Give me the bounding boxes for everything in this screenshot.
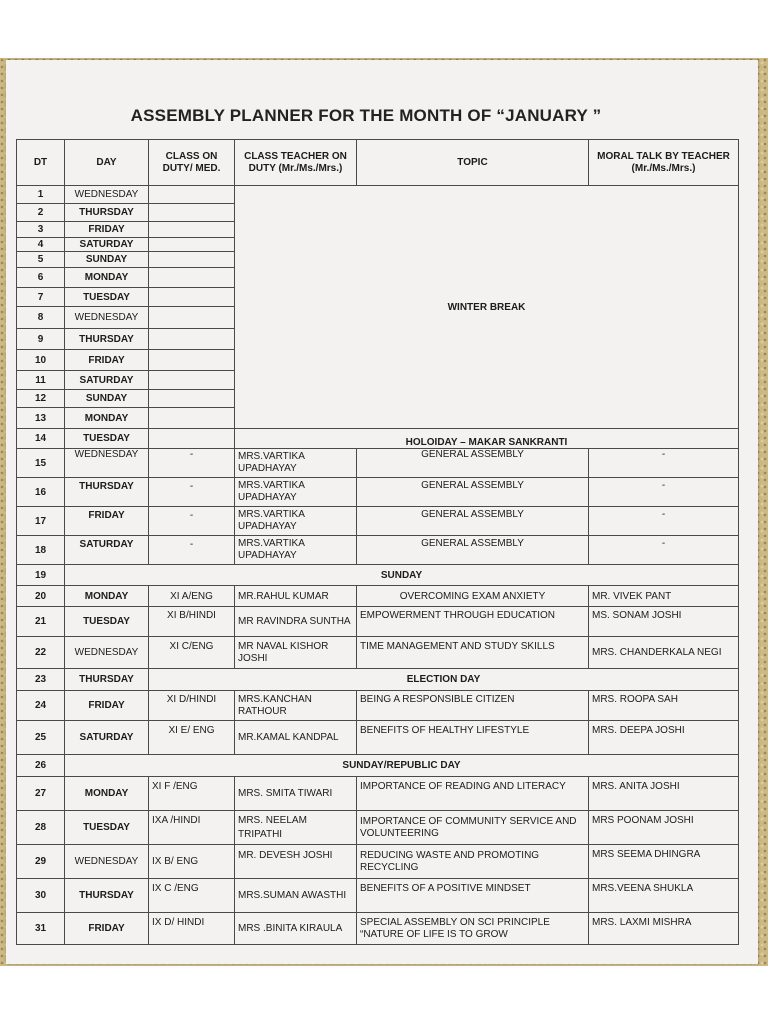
topic-cell: BENEFITS OF A POSITIVE MINDSET — [357, 879, 589, 913]
table-row — [17, 186, 739, 204]
class-cell: - — [149, 478, 235, 507]
day-cell: SATURDAY — [65, 238, 149, 252]
date-cell: 13 — [17, 408, 65, 429]
header-dt: DT — [17, 140, 65, 186]
class-cell: XI C/ENG — [149, 637, 235, 669]
table-row — [17, 478, 739, 507]
class-cell: XI E/ ENG — [149, 721, 235, 755]
header-row — [17, 140, 739, 186]
moral-talk-cell: - — [589, 478, 739, 507]
date-cell: 5 — [17, 252, 65, 268]
header-class-on-duty: CLASS ON DUTY/ MED. — [149, 140, 235, 186]
day-cell: MONDAY — [65, 586, 149, 607]
class-cell — [149, 204, 235, 222]
day-cell: THURSDAY — [65, 669, 149, 691]
moral-talk-cell: MS. SONAM JOSHI — [589, 607, 739, 637]
teacher-cell: MRS.VARTIKA UPADHAYAY — [235, 449, 357, 478]
class-cell — [149, 350, 235, 371]
republic-day-note: SUNDAY/REPUBLIC DAY — [65, 755, 739, 777]
day-cell: THURSDAY — [65, 204, 149, 222]
date-cell: 9 — [17, 329, 65, 350]
class-cell — [149, 186, 235, 204]
class-cell: XI D/HINDI — [149, 691, 235, 721]
day-cell: SATURDAY — [65, 371, 149, 390]
class-cell: IX D/ HINDI — [149, 913, 235, 945]
class-cell: - — [149, 536, 235, 565]
class-cell: XI B/HINDI — [149, 607, 235, 637]
topic-cell: IMPORTANCE OF READING AND LITERACY — [357, 777, 589, 811]
assembly-planner-table — [16, 139, 739, 945]
day-cell: TUESDAY — [65, 607, 149, 637]
teacher-cell: MR.KAMAL KANDPAL — [235, 721, 357, 755]
table-row — [17, 845, 739, 879]
date-cell: 19 — [17, 565, 65, 586]
moral-talk-cell: - — [589, 449, 739, 478]
day-cell: TUESDAY — [65, 288, 149, 307]
date-cell: 30 — [17, 879, 65, 913]
class-cell — [149, 222, 235, 238]
class-cell — [149, 390, 235, 408]
day-cell: TUESDAY — [65, 811, 149, 845]
class-cell: IX C /ENG — [149, 879, 235, 913]
date-cell: 10 — [17, 350, 65, 371]
day-cell: MONDAY — [65, 777, 149, 811]
day-cell: SATURDAY — [65, 721, 149, 755]
topic-cell: REDUCING WASTE AND PROMOTING RECYCLING — [357, 845, 589, 879]
teacher-cell: MR. DEVESH JOSHI — [235, 845, 357, 879]
table-row — [17, 536, 739, 565]
date-cell: 2 — [17, 204, 65, 222]
class-cell: IX B/ ENG — [149, 845, 235, 879]
class-cell — [149, 408, 235, 429]
day-cell: FRIDAY — [65, 222, 149, 238]
date-cell: 22 — [17, 637, 65, 669]
topic-cell: BEING A RESPONSIBLE CITIZEN — [357, 691, 589, 721]
planner-sheet — [6, 60, 758, 964]
date-cell: 6 — [17, 268, 65, 288]
day-cell: FRIDAY — [65, 350, 149, 371]
date-cell: 21 — [17, 607, 65, 637]
class-cell — [149, 238, 235, 252]
table-row — [17, 607, 739, 637]
teacher-cell: MRS.SUMAN AWASTHI — [235, 879, 357, 913]
day-cell: FRIDAY — [65, 691, 149, 721]
date-cell: 16 — [17, 478, 65, 507]
date-cell: 31 — [17, 913, 65, 945]
date-cell: 26 — [17, 755, 65, 777]
winter-break-cell: WINTER BREAK — [235, 186, 739, 429]
day-cell: FRIDAY — [65, 913, 149, 945]
table-row — [17, 879, 739, 913]
class-cell — [149, 329, 235, 350]
topic-cell: EMPOWERMENT THROUGH EDUCATION — [357, 607, 589, 637]
table-row — [17, 449, 739, 478]
table-row — [17, 755, 739, 777]
date-cell: 24 — [17, 691, 65, 721]
day-cell: WEDNESDAY — [65, 449, 149, 478]
header-moral-talk: MORAL TALK BY TEACHER (Mr./Ms./Mrs.) — [589, 140, 739, 186]
table-row — [17, 507, 739, 536]
table-row — [17, 429, 739, 449]
topic-cell: IMPORTANCE OF COMMUNITY SERVICE AND VOLUNTEERING — [357, 811, 589, 845]
date-cell: 20 — [17, 586, 65, 607]
date-cell: 12 — [17, 390, 65, 408]
day-cell: THURSDAY — [65, 478, 149, 507]
topic-cell: BENEFITS OF HEALTHY LIFESTYLE — [357, 721, 589, 755]
date-cell: 28 — [17, 811, 65, 845]
table-row — [17, 565, 739, 586]
date-cell: 4 — [17, 238, 65, 252]
header-topic: TOPIC — [357, 140, 589, 186]
day-cell: MONDAY — [65, 408, 149, 429]
day-cell: FRIDAY — [65, 507, 149, 536]
date-cell: 8 — [17, 307, 65, 329]
date-cell: 7 — [17, 288, 65, 307]
topic-cell: SPECIAL ASSEMBLY ON SCI PRINCIPLE “NATURE OF LIFE IS TO GROW — [357, 913, 589, 945]
page-title: ASSEMBLY PLANNER FOR THE MONTH OF “JANUARY ” — [130, 106, 602, 125]
class-cell: XI A/ENG — [149, 586, 235, 607]
day-cell: WEDNESDAY — [65, 307, 149, 329]
topic-cell: GENERAL ASSEMBLY — [357, 507, 589, 536]
class-cell: - — [149, 449, 235, 478]
teacher-cell: MRS.KANCHAN RATHOUR — [235, 691, 357, 721]
table-row — [17, 721, 739, 755]
teacher-cell: MRS .BINITA KIRAULA — [235, 913, 357, 945]
sunday-note: SUNDAY — [65, 565, 739, 586]
moral-talk-cell: MRS.VEENA SHUKLA — [589, 879, 739, 913]
topic-cell: GENERAL ASSEMBLY — [357, 478, 589, 507]
class-cell — [149, 307, 235, 329]
moral-talk-cell: MRS. LAXMI MISHRA — [589, 913, 739, 945]
teacher-cell: MRS. NEELAM TRIPATHI — [235, 811, 357, 845]
holiday-note: HOLOIDAY – MAKAR SANKRANTI — [235, 429, 739, 449]
table-row — [17, 777, 739, 811]
table-row — [17, 811, 739, 845]
day-cell: WEDNESDAY — [65, 845, 149, 879]
date-cell: 15 — [17, 449, 65, 478]
topic-cell: GENERAL ASSEMBLY — [357, 449, 589, 478]
class-cell — [149, 288, 235, 307]
teacher-cell: MR RAVINDRA SUNTHA — [235, 607, 357, 637]
day-cell: SUNDAY — [65, 252, 149, 268]
teacher-cell: MRS.VARTIKA UPADHAYAY — [235, 507, 357, 536]
table-row — [17, 637, 739, 669]
date-cell: 11 — [17, 371, 65, 390]
moral-talk-cell: MRS SEEMA DHINGRA — [589, 845, 739, 879]
class-cell — [149, 252, 235, 268]
topic-cell: GENERAL ASSEMBLY — [357, 536, 589, 565]
class-cell — [149, 371, 235, 390]
moral-talk-cell: MRS. DEEPA JOSHI — [589, 721, 739, 755]
day-cell: WEDNESDAY — [65, 186, 149, 204]
day-cell: TUESDAY — [65, 429, 149, 449]
moral-talk-cell: MRS. ROOPA SAH — [589, 691, 739, 721]
moral-talk-cell: MRS. ANITA JOSHI — [589, 777, 739, 811]
teacher-cell: MRS. SMITA TIWARI — [235, 777, 357, 811]
header-class-teacher: CLASS TEACHER ON DUTY (Mr./Ms./Mrs.) — [235, 140, 357, 186]
header-day: DAY — [65, 140, 149, 186]
teacher-cell: MRS.VARTIKA UPADHAYAY — [235, 478, 357, 507]
date-cell: 17 — [17, 507, 65, 536]
day-cell: THURSDAY — [65, 329, 149, 350]
topic-cell: OVERCOMING EXAM ANXIETY — [357, 586, 589, 607]
date-cell: 27 — [17, 777, 65, 811]
teacher-cell: MR.RAHUL KUMAR — [235, 586, 357, 607]
day-cell: SUNDAY — [65, 390, 149, 408]
date-cell: 29 — [17, 845, 65, 879]
day-cell: SATURDAY — [65, 536, 149, 565]
table-row — [17, 913, 739, 945]
date-cell: 3 — [17, 222, 65, 238]
class-cell: XI F /ENG — [149, 777, 235, 811]
teacher-cell: MR NAVAL KISHOR JOSHI — [235, 637, 357, 669]
class-cell — [149, 429, 235, 449]
election-day-note: ELECTION DAY — [149, 669, 739, 691]
day-cell: WEDNESDAY — [65, 637, 149, 669]
table-row — [17, 691, 739, 721]
table-row — [17, 586, 739, 607]
day-cell: MONDAY — [65, 268, 149, 288]
day-cell: THURSDAY — [65, 879, 149, 913]
class-cell: IXA /HINDI — [149, 811, 235, 845]
moral-talk-cell: MRS. CHANDERKALA NEGI — [589, 637, 739, 669]
date-cell: 1 — [17, 186, 65, 204]
date-cell: 14 — [17, 429, 65, 449]
date-cell: 25 — [17, 721, 65, 755]
moral-talk-cell: - — [589, 536, 739, 565]
moral-talk-cell: - — [589, 507, 739, 536]
class-cell — [149, 268, 235, 288]
topic-cell: TIME MANAGEMENT AND STUDY SKILLS — [357, 637, 589, 669]
teacher-cell: MRS.VARTIKA UPADHAYAY — [235, 536, 357, 565]
class-cell: - — [149, 507, 235, 536]
moral-talk-cell: MR. VIVEK PANT — [589, 586, 739, 607]
table-row — [17, 669, 739, 691]
date-cell: 23 — [17, 669, 65, 691]
date-cell: 18 — [17, 536, 65, 565]
moral-talk-cell: MRS POONAM JOSHI — [589, 811, 739, 845]
